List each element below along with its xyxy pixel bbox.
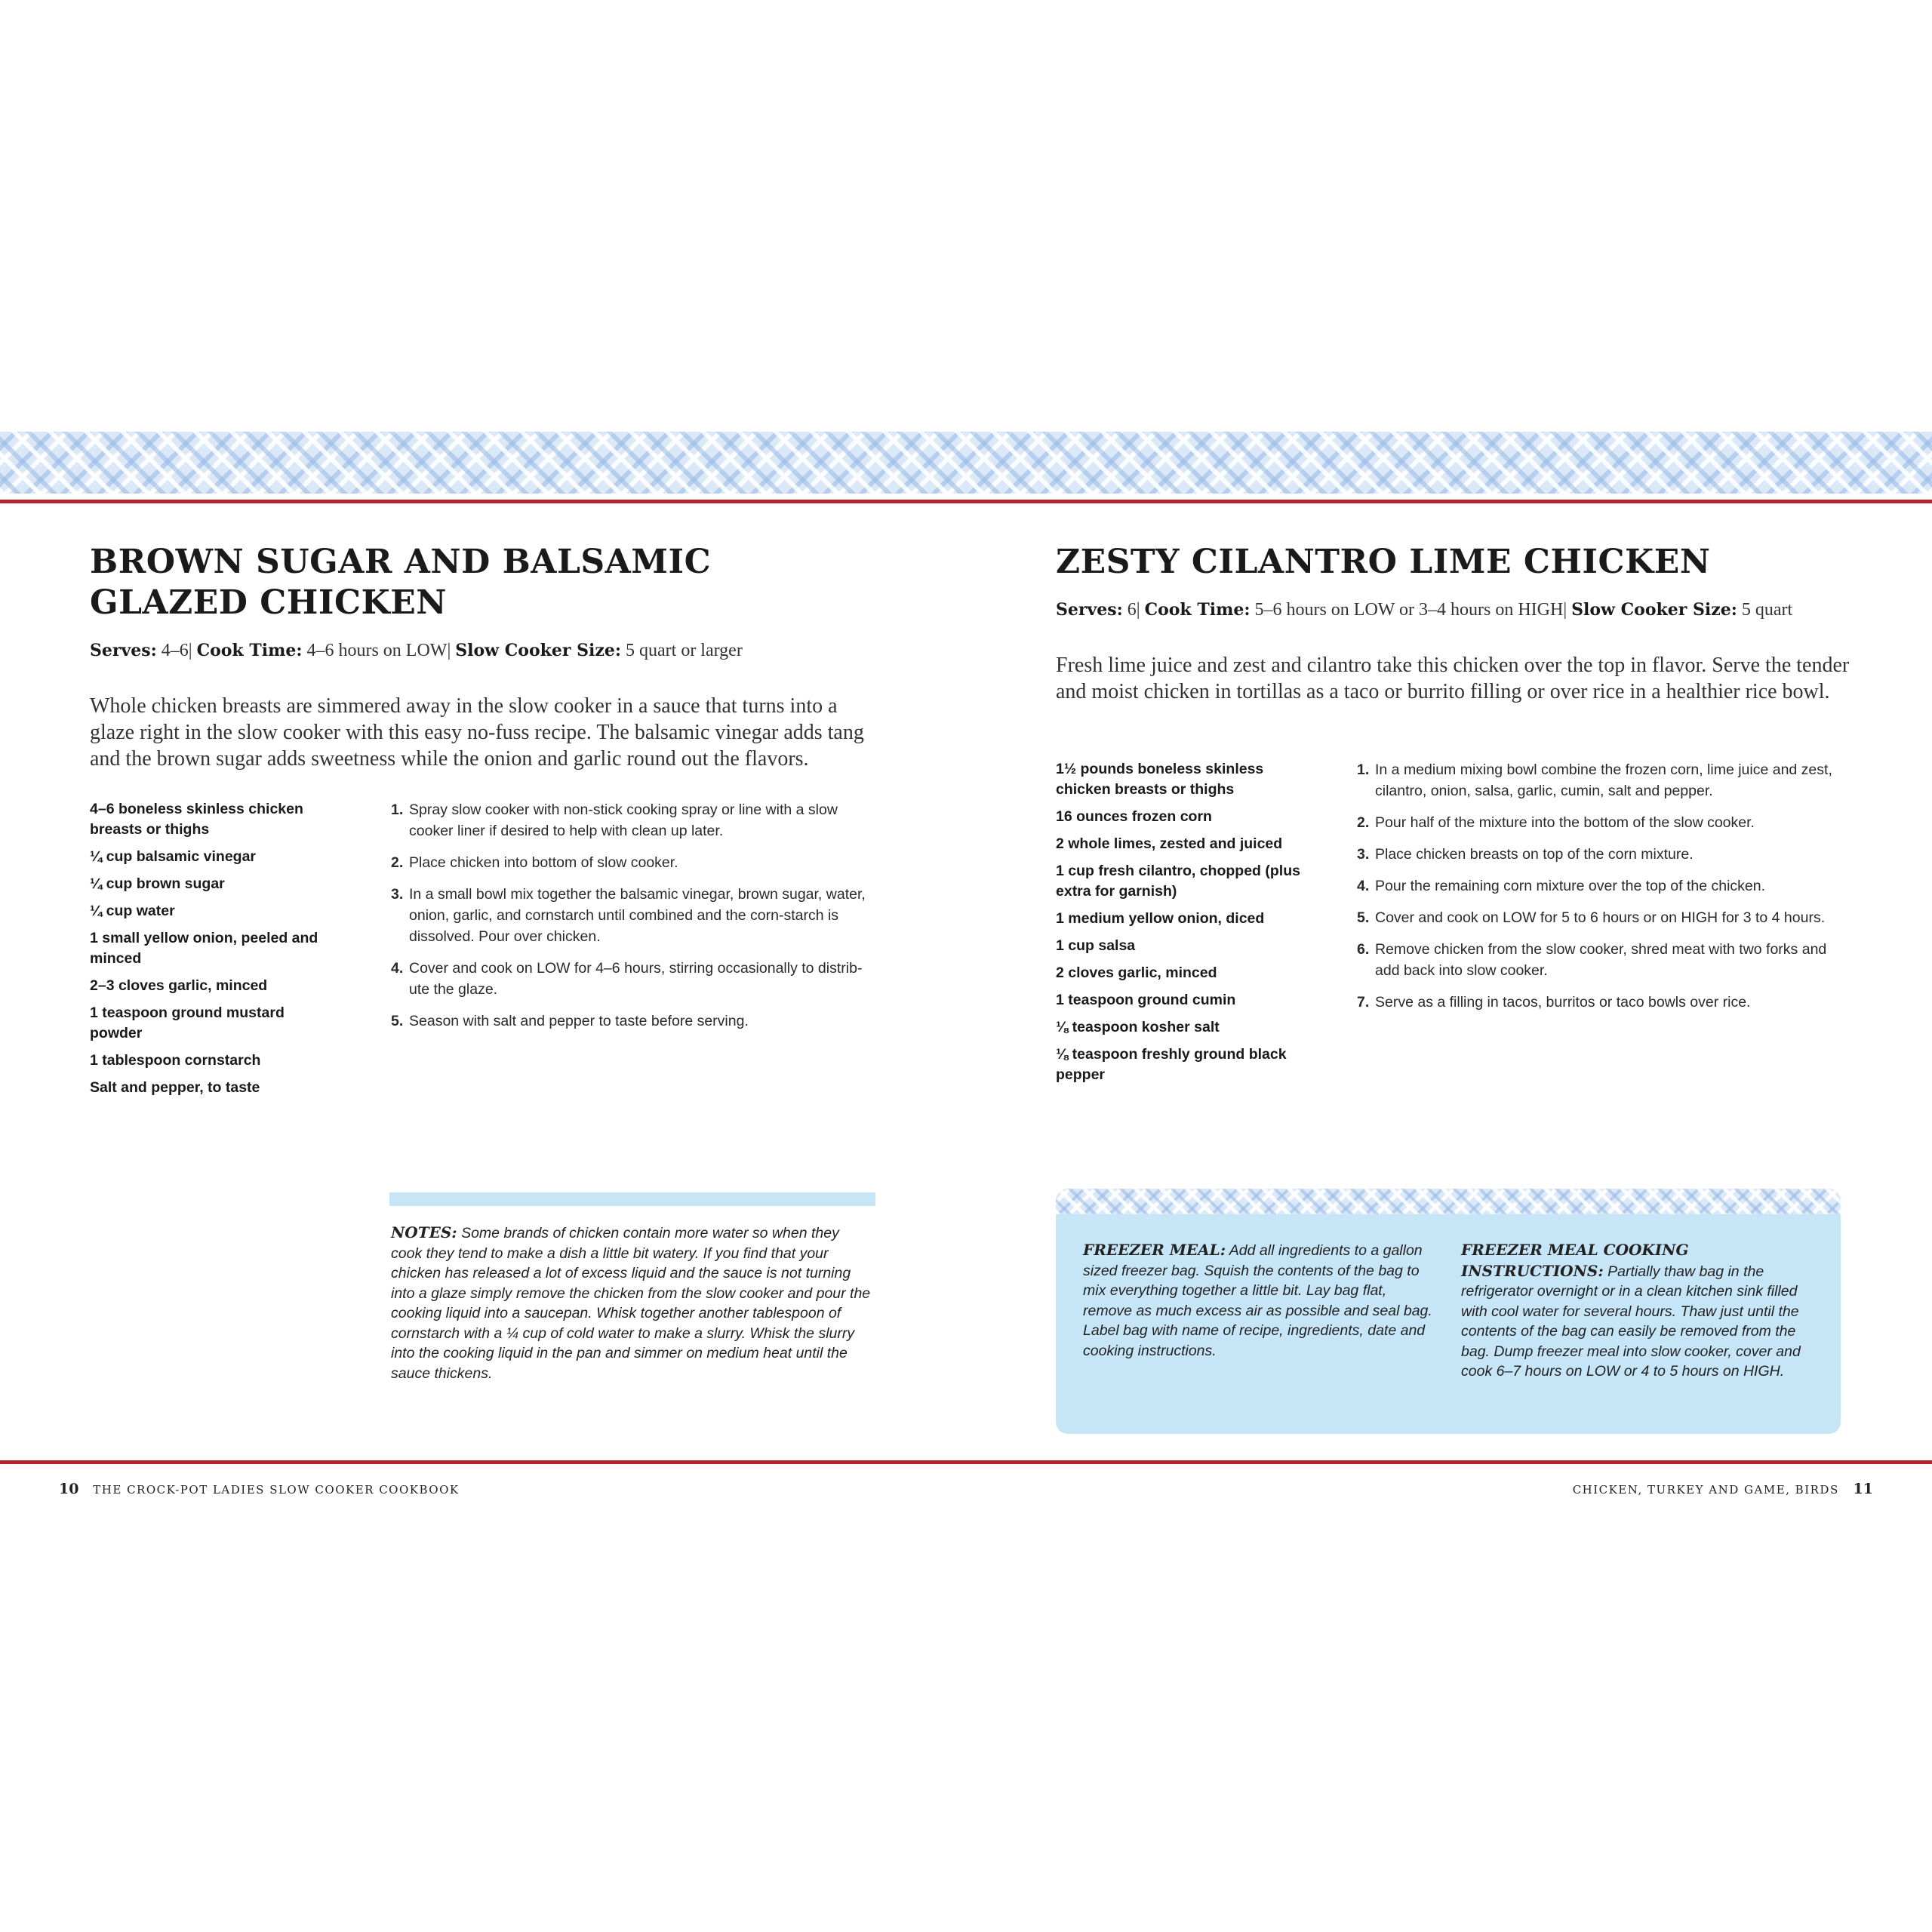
- step-item: [1357, 939, 1840, 981]
- freezer-meal-box: [1056, 1189, 1841, 1434]
- ingredient-item: 1 small yellow onion, peeled and minced: [90, 930, 318, 967]
- right-ingredients-list: [1056, 759, 1305, 1092]
- bottom-red-rule: [0, 1460, 1932, 1464]
- step-number: 6.: [1357, 941, 1370, 958]
- cooker-size-value: 5 quart or larger: [626, 641, 743, 660]
- ingredient-item: 2–3 cloves garlic, minced: [90, 977, 268, 994]
- step-item: [391, 799, 881, 841]
- ingredient-item: ¼ cup brown sugar: [90, 875, 225, 892]
- notes-box: [391, 1223, 874, 1383]
- ingredient-item: 1 cup salsa: [1056, 937, 1136, 954]
- left-page-footer: [59, 1481, 460, 1497]
- cook-time-label: Cook Time:: [196, 641, 303, 660]
- left-running-title: THE CROCK-POT LADIES SLOW COOKER COOKBOOK: [93, 1483, 460, 1497]
- notes-accent-bar: [389, 1192, 875, 1206]
- cooker-size-value: 5 quart: [1741, 600, 1793, 620]
- step-item: [391, 884, 881, 947]
- freezer-cooking-label: FREEZER MEAL COOKING INSTRUCTIONS:: [1461, 1241, 1689, 1280]
- right-recipe-meta: Serves: 6| Cook Time: 5–6 hours on LOW or 3–4 hours on HIGH| Slow Cooker Size: 5 quart: [1056, 600, 1793, 620]
- step-number: 3.: [391, 886, 404, 903]
- cook-time-value: 5–6 hours on LOW or 3–4 hours on HIGH: [1254, 600, 1564, 620]
- step-item: [1357, 907, 1840, 928]
- freezer-cooking-text-block: [1461, 1240, 1825, 1382]
- serves-label: Serves:: [90, 641, 157, 660]
- step-item: [1357, 812, 1840, 833]
- plaid-header-band: [0, 432, 1932, 494]
- cooker-size-label: Slow Cooker Size:: [455, 641, 621, 660]
- step-text: Cover and cook on LOW for 4–6 hours, stirring occasionally to distrib-ute the glaze.: [409, 960, 863, 998]
- left-recipe-intro: Whole chicken breasts are simmered away in the slow cooker in a sauce that turns into a glaze right in the slow cooker with this easy no-fuss recipe. The balsamic vinegar adds tang and the brown sugar adds sweetness while the onion and garlic round out the flavors.: [90, 694, 864, 771]
- step-text: Place chicken breasts on top of the corn mixture.: [1375, 846, 1694, 863]
- freezer-box-plaid-band: [1056, 1189, 1841, 1214]
- right-page-number: 11: [1853, 1481, 1873, 1497]
- step-text: Pour half of the mixture into the bottom of the slow cooker.: [1375, 814, 1755, 831]
- right-recipe-title: ZESTY CILANTRO LIME CHICKEN: [1056, 543, 1711, 581]
- top-red-rule: [0, 500, 1932, 503]
- step-number: 2.: [1357, 814, 1370, 831]
- ingredient-item: ¼ cup balsamic vinegar: [90, 848, 257, 865]
- step-number: 2.: [391, 854, 404, 871]
- step-text: Remove chicken from the slow cooker, shred meat with two forks and add back into slow cooker.: [1375, 941, 1827, 979]
- serves-value: 6: [1127, 600, 1137, 620]
- ingredient-item: ⅛ teaspoon kosher salt: [1056, 1019, 1220, 1035]
- step-text: Season with salt and pepper to taste before serving.: [409, 1013, 749, 1029]
- ingredient-item: ¼ cup water: [90, 903, 175, 919]
- notes-text: Some brands of chicken contain more water so when they cook they tend to make a dish a little bit watery. If you find that your chicken has released a lot of excess liquid and the sauce is not turning into a glaze simply remove the chicken from the slow cooker and pour the cooking liquid into a saucepan. Whisk together another tablespoon of cornstarch with a ¼ cup of cold water to make a slurry. Whisk the slurry into the cooking liquid in the pan and simmer on medium heat until the sauce thickens.: [391, 1225, 871, 1382]
- step-number: 1.: [1357, 761, 1370, 778]
- ingredient-item: 1 medium yellow onion, diced: [1056, 910, 1265, 927]
- ingredient-item: 2 whole limes, zested and juiced: [1056, 835, 1283, 852]
- right-running-title: CHICKEN, TURKEY AND GAME, BIRDS: [1572, 1483, 1839, 1497]
- cooker-size-label: Slow Cooker Size:: [1571, 600, 1737, 620]
- step-item: [1357, 875, 1840, 897]
- freezer-cooking-text: Partially thaw bag in the refrigerator overnight or in a clean kitchen sink filled with cool water for several hours. Thaw just until the contents of the bag can easily be removed from the bag. Dump freezer meal into slow cooker, cover and cook 6–7 hours on LOW or 4 to 5 hours on HIGH.: [1461, 1263, 1801, 1380]
- step-item: [391, 852, 881, 873]
- step-item: [1357, 992, 1840, 1013]
- right-recipe-intro: Fresh lime juice and zest and cilantro take this chicken over the top in flavor. Serve the tender and moist chicken in tortillas as a taco or burrito filling or over rice in a healthier rice bowl.: [1056, 654, 1850, 703]
- step-text: Spray slow cooker with non-stick cooking spray or line with a slow cooker liner if desired to help with clean up later.: [409, 801, 838, 839]
- step-number: 4.: [391, 960, 404, 977]
- ingredient-item: 4–6 boneless skinless chicken breasts or thighs: [90, 801, 303, 838]
- step-item: [1357, 759, 1840, 801]
- ingredient-item: 1 cup fresh cilantro, chopped (plus extra for garnish): [1056, 863, 1300, 900]
- serves-value: 4–6: [161, 641, 189, 660]
- left-steps-list: [391, 799, 881, 1042]
- step-text: Pour the remaining corn mixture over the top of the chicken.: [1375, 878, 1766, 894]
- ingredient-item: 2 cloves garlic, minced: [1056, 964, 1217, 981]
- step-number: 5.: [391, 1013, 404, 1029]
- ingredient-item: 1 teaspoon ground cumin: [1056, 992, 1236, 1008]
- left-page-number: 10: [59, 1481, 79, 1497]
- step-text: Cover and cook on LOW for 5 to 6 hours or on HIGH for 3 to 4 hours.: [1375, 909, 1826, 926]
- step-text: In a small bowl mix together the balsamic vinegar, brown sugar, water, onion, garlic, and cornstarch until combined and the corn-starch is dissolved. Pour over chicken.: [409, 886, 866, 945]
- left-title-line1: BROWN SUGAR AND BALSAMIC: [90, 543, 712, 581]
- freezer-meal-text: Add all ingredients to a gallon sized freezer bag. Squish the contents of the bag to mix everything together a little bit. Lay bag flat, remove as much excess air as possible and seal bag. Label bag with name of recipe, ingredients, date and cooking instructions.: [1083, 1242, 1432, 1359]
- cook-time-label: Cook Time:: [1144, 600, 1251, 620]
- step-item: [391, 958, 881, 1000]
- left-recipe-meta: Serves: 4–6| Cook Time: 4–6 hours on LOW| Slow Cooker Size: 5 quart or larger: [90, 641, 743, 660]
- ingredient-item: 1½ pounds boneless skinless chicken breasts or thighs: [1056, 761, 1264, 798]
- ingredient-item: 16 ounces frozen corn: [1056, 808, 1212, 825]
- step-number: 1.: [391, 801, 404, 818]
- freezer-meal-text-block: [1083, 1240, 1438, 1361]
- ingredient-item: 1 tablespoon cornstarch: [90, 1052, 261, 1069]
- step-number: 3.: [1357, 846, 1370, 863]
- step-number: 7.: [1357, 994, 1370, 1011]
- freezer-meal-label: FREEZER MEAL:: [1083, 1241, 1226, 1259]
- right-steps-list: [1357, 759, 1840, 1023]
- right-page-footer: [1573, 1481, 1873, 1497]
- notes-label: NOTES:: [391, 1223, 457, 1241]
- step-text: In a medium mixing bowl combine the frozen corn, lime juice and zest, cilantro, onion, salsa, garlic, cumin, salt and pepper.: [1375, 761, 1832, 799]
- left-recipe-title: [90, 542, 711, 623]
- step-number: 4.: [1357, 878, 1370, 894]
- ingredient-item: Salt and pepper, to taste: [90, 1079, 260, 1096]
- step-item: [391, 1011, 881, 1032]
- ingredient-item: 1 teaspoon ground mustard powder: [90, 1004, 285, 1041]
- step-text: Place chicken into bottom of slow cooker.: [409, 854, 678, 871]
- step-number: 5.: [1357, 909, 1370, 926]
- ingredient-item: ⅛ teaspoon freshly ground black pepper: [1056, 1046, 1287, 1083]
- left-ingredients-list: [90, 799, 339, 1105]
- serves-label: Serves:: [1056, 600, 1123, 620]
- cook-time-value: 4–6 hours on LOW: [306, 641, 448, 660]
- step-item: [1357, 844, 1840, 865]
- left-title-line2: GLAZED CHICKEN: [90, 583, 447, 622]
- step-text: Serve as a filling in tacos, burritos or taco bowls over rice.: [1375, 994, 1751, 1011]
